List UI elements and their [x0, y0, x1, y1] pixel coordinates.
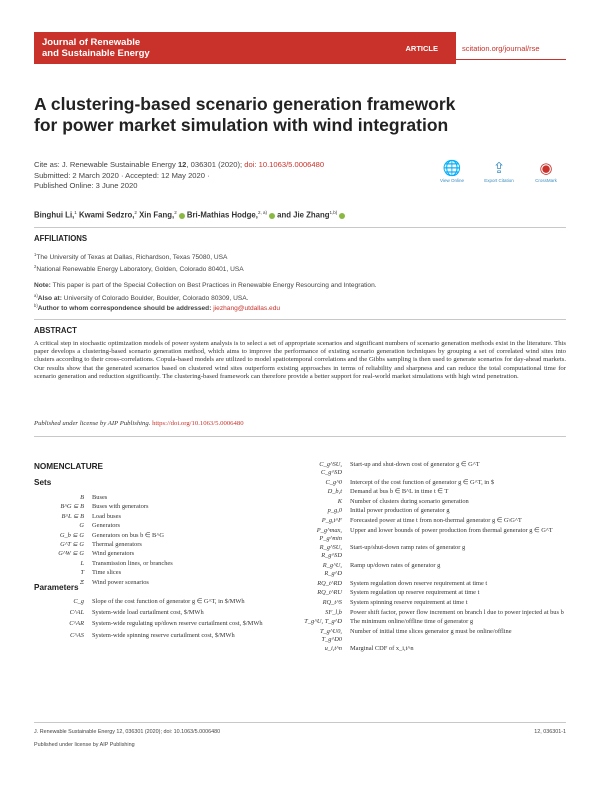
- article-type-tag: ARTICLE: [360, 32, 456, 64]
- correspondence-note: [34, 301, 566, 313]
- nomenclature-description: Generators on bus b ∈ B^G: [92, 531, 164, 539]
- nomenclature-symbol: B^G ⊆ B: [60, 503, 84, 511]
- title-line2: for power market simulation with wind integration: [34, 115, 449, 135]
- nomenclature-entry: [304, 609, 566, 617]
- nomenclature-entry: [304, 645, 566, 653]
- nomenclature-entry: [304, 589, 566, 597]
- export-citation-icon: ⇪: [492, 160, 506, 177]
- nomenclature-entry: [304, 461, 566, 477]
- crossmark-icon: ◉: [539, 160, 553, 177]
- nomenclature-symbol: C_g^SU, C_g^SD: [319, 461, 342, 477]
- note-text: This paper is part of the Special Collection on Best Practices in Renewable Energy Resourcing and Integration.: [50, 282, 377, 289]
- nomenclature-symbol: u_i,t^n: [324, 645, 342, 653]
- license-text: Published under license by AIP Publishing.: [34, 420, 151, 427]
- nomenclature-symbol: G_b ⊆ G: [59, 531, 84, 539]
- footer-divider: [34, 722, 566, 723]
- nomenclature-entry: [34, 531, 296, 540]
- nomenclature-entry: [304, 580, 566, 588]
- affiliation-marker: 2, a): [257, 210, 267, 215]
- nomenclature-symbol: G^T ⊆ G: [60, 541, 84, 549]
- nomenclature-entry: [304, 544, 566, 560]
- nomenclature-symbol: G^W ⊆ G: [58, 550, 84, 558]
- corr-label: Author to whom correspondence should be addressed:: [37, 305, 212, 313]
- nomenclature-symbol: RQ_t^RD: [317, 579, 342, 587]
- journal-name-line1: Journal of Renewable: [42, 37, 141, 48]
- affiliation-marker: 1,b): [329, 210, 338, 215]
- affiliation-2: [34, 262, 566, 274]
- nomenclature-entry: [34, 549, 296, 558]
- nomenclature-description: Marginal CDF of x_i,t^n: [350, 645, 414, 653]
- paper-title: [34, 94, 566, 136]
- cite-suffix: , 036301 (2020);: [186, 160, 243, 169]
- nomenclature-entry: [304, 618, 566, 626]
- nomenclature-entry: [304, 479, 566, 487]
- nomenclature-heading: NOMENCLATURE: [34, 462, 103, 471]
- nomenclature-entry: [34, 609, 296, 617]
- license-line: [34, 420, 244, 427]
- parameters-list: [34, 598, 296, 643]
- parameters-heading: Parameters: [34, 583, 79, 592]
- also-text: University of Colorado Boulder, Boulder, Colorado 80309, USA.: [61, 295, 249, 303]
- affiliation-marker: 2: [134, 210, 137, 215]
- nomenclature-symbol: L: [80, 559, 84, 567]
- sets-list: [34, 493, 296, 587]
- nomenclature-entry: [34, 620, 296, 628]
- nomenclature-description: Initial power production of generator g: [350, 507, 450, 515]
- doi-link[interactable]: doi: 10.1063/5.0006480: [244, 160, 325, 169]
- note-marker: b): [34, 303, 38, 308]
- affiliation-marker: 2: [174, 210, 177, 215]
- nomenclature-entry: [34, 512, 296, 521]
- nomenclature-symbol: P_g,t^F: [321, 517, 342, 525]
- author-name[interactable]: Xin Fang,: [136, 210, 175, 220]
- footer-citation: J. Renewable Sustainable Energy 12, 036301 (2020); doi: 10.1063/5.0006480: [34, 729, 221, 735]
- nomenclature-symbol: P_g^max, P_g^min: [316, 526, 342, 542]
- nomenclature-symbol: G: [79, 522, 84, 530]
- nomenclature-symbol: R_g^SU, R_g^SD: [319, 544, 342, 560]
- nomenclature-entry: [304, 498, 566, 506]
- nomenclature-entry: [34, 559, 296, 568]
- nomenclature-symbol: C_g: [73, 598, 84, 605]
- journal-site-link[interactable]: scitation.org/journal/rse: [456, 32, 566, 60]
- view-online-button[interactable]: [432, 160, 472, 183]
- nomenclature-description: The minimum online/offline time of generator g: [350, 618, 474, 626]
- crossmark-button[interactable]: [526, 160, 566, 183]
- sets-heading: Sets: [34, 478, 52, 487]
- nomenclature-description: Time slices: [92, 569, 122, 577]
- nomenclature-symbol: SF_l,b: [325, 608, 342, 616]
- affiliation-marker: 1: [74, 210, 77, 215]
- divider: [34, 436, 566, 437]
- nomenclature-description: Start-up/shut-down ramp rates of generator g: [350, 544, 466, 552]
- title-line1: A clustering-based scenario generation framework: [34, 94, 456, 114]
- aff-marker: 2: [34, 264, 37, 269]
- nomenclature-entry: [304, 599, 566, 607]
- nomenclature-entry: [304, 507, 566, 515]
- author-name[interactable]: and Jie Zhang: [274, 210, 330, 220]
- article-tools: [432, 160, 566, 183]
- nomenclature-symbol: C^AR: [69, 620, 84, 628]
- nomenclature-symbol: p_g,0: [327, 507, 342, 515]
- abstract-heading: ABSTRACT: [34, 326, 77, 335]
- nomenclature-description: Buses with generators: [92, 503, 149, 511]
- submission-dates: Submitted: 2 March 2020 · Accepted: 12 May 2020 ·: [34, 170, 210, 180]
- cite-volume: 12: [177, 160, 187, 169]
- nomenclature-description: Demand at bus b ∈ B^L in time t ∈ T: [350, 488, 449, 496]
- journal-name[interactable]: [34, 32, 360, 64]
- citation-block: [34, 160, 414, 192]
- nomenclature-description: Slope of the cost function of generator g ∈ G^T, in $/MWh: [92, 598, 245, 605]
- journal-name-line2: and Sustainable Energy: [42, 48, 150, 59]
- aff-text: National Renewable Energy Laboratory, Golden, Colorado 80401, USA: [36, 266, 244, 274]
- nomenclature-entry: [34, 540, 296, 549]
- aff-text: The University of Texas at Dallas, Richardson, Texas 75080, USA: [36, 254, 228, 262]
- nomenclature-description: Intercept of the cost function of generator g ∈ G^T, in $: [350, 478, 495, 486]
- note-label: Note:: [34, 282, 51, 289]
- footer-publisher: Published under license by AIP Publishing: [34, 742, 135, 748]
- divider: [34, 227, 566, 228]
- nomenclature-symbol: B: [80, 494, 84, 501]
- nomenclature-right-column: [304, 461, 566, 655]
- nomenclature-description: Generators: [92, 522, 121, 530]
- nomenclature-description: Number of clusters during scenario generation: [350, 497, 469, 505]
- nomenclature-symbol: RQ_t^S: [322, 598, 342, 606]
- author-list: [34, 210, 566, 220]
- nomenclature-entry: [34, 568, 296, 577]
- aff-marker: 1: [34, 252, 37, 257]
- affiliations-heading: AFFILIATIONS: [34, 234, 88, 243]
- nomenclature-symbol: C^AS: [69, 631, 84, 639]
- nomenclature-symbol: T: [80, 569, 84, 577]
- nomenclature-description: Transmission lines, or branches: [92, 559, 173, 567]
- also-label: Also at:: [37, 295, 62, 303]
- collection-note: [34, 281, 566, 290]
- nomenclature-entry: [34, 632, 296, 640]
- journal-header: [34, 32, 566, 64]
- view-online-icon: 🌐: [442, 160, 462, 177]
- nomenclature-description: Ramp up/down rates of generator g: [350, 562, 441, 570]
- publication-date: Published Online: 3 June 2020: [34, 181, 138, 190]
- nomenclature-entry: [34, 598, 296, 606]
- nomenclature-symbol: D_b,t: [327, 488, 342, 496]
- nomenclature-symbol: K: [337, 497, 342, 505]
- nomenclature-symbol: B^L ⊆ B: [61, 512, 84, 520]
- author-name[interactable]: Bri-Mathias Hodge,: [184, 210, 258, 220]
- orcid-icon[interactable]: [339, 213, 345, 219]
- nomenclature-entry: [34, 502, 296, 511]
- nomenclature-symbol: T_g^U, T_g^D: [304, 618, 342, 626]
- nomenclature-entry: [34, 493, 296, 502]
- nomenclature-description: Wind generators: [92, 550, 135, 558]
- nomenclature-description: Upper and lower bounds of power production from thermal generator g ∈ G^T: [350, 526, 553, 534]
- affiliation-1: [34, 250, 566, 262]
- nomenclature-description: System spinning reserve requirement at time t: [350, 598, 468, 606]
- nomenclature-entry: [304, 488, 566, 496]
- abstract-text: A critical step in stochastic optimization models of power system analysis is to select a set of appropriate scenarios and significant numbers of scenario generation methods exist in the literature. This paper develops a clustering-based scenario generation method, which aims to improve the performance of existing scenario generation techniques by grouping a set of correlated wind sites into clusters according to their cross-correlations. Copula-based models are utilized to model spatiotemporal correlations and the Gibbs sampling is then used to generate scenarios for day-ahead markets. Our results show that the generated scenarios based on clustered wind sites outperform existing approaches in terms of reliability and sharpness and can reduce the total computational time for scenario generation and reduction significantly. The clustering-based framework can therefore provide a better support for real-world market simulations with high wind penetration.: [34, 340, 566, 380]
- cite-line: [34, 160, 414, 171]
- nomenclature-entry: [304, 517, 566, 525]
- nomenclature-description: System-wide load curtailment cost, $/MWh: [92, 609, 204, 617]
- cite-prefix: Cite as: J. Renewable Sustainable Energy: [34, 160, 178, 169]
- crossmark-label: CrossMark: [535, 178, 557, 183]
- footer-page-number: 12, 036301-1: [534, 729, 566, 735]
- note-marker: a): [34, 293, 38, 298]
- corr-email-link[interactable]: jiezhang@utdallas.edu: [211, 305, 281, 313]
- nomenclature-symbol: R_g^U, R_g^D: [322, 562, 342, 578]
- nomenclature-description: System-wide regulating up/down reserve curtailment cost, $/MWh: [92, 620, 263, 628]
- divider: [34, 319, 566, 320]
- nomenclature-symbol: RQ_t^RU: [317, 589, 342, 597]
- nomenclature-description: Wind power scenarios: [92, 578, 149, 586]
- author-name[interactable]: Kwami Sedzro,: [76, 210, 135, 220]
- license-doi-link[interactable]: https://doi.org/10.1063/5.0006480: [150, 420, 244, 427]
- nomenclature-entry: [34, 521, 296, 530]
- nomenclature-entry: [304, 628, 566, 644]
- view-online-label: View Online: [440, 178, 464, 183]
- export-citation-label: Export Citation: [484, 178, 514, 183]
- nomenclature-description: Load buses: [92, 512, 121, 520]
- export-citation-button[interactable]: [479, 160, 519, 183]
- nomenclature-symbol: Ξ: [79, 578, 84, 586]
- nomenclature-description: Start-up and shut-down cost of generator g ∈ G^T: [350, 461, 480, 468]
- nomenclature-description: System regulation up reserve requirement at time t: [350, 589, 480, 597]
- nomenclature-description: Power shift factor, power flow increment on branch l due to power injected at bus b: [350, 608, 564, 616]
- nomenclature-description: Number of initial time slices generator g must be online/offline: [350, 627, 512, 635]
- nomenclature-entry: [304, 527, 566, 543]
- nomenclature-description: System regulation down reserve requirement at time t: [350, 579, 488, 587]
- nomenclature-symbol: C^AL: [69, 609, 84, 617]
- author-name[interactable]: Binghui Li,: [34, 210, 75, 220]
- nomenclature-symbol: C_g^0: [325, 478, 342, 486]
- nomenclature-description: Forecasted power at time t from non-thermal generator g ∈ G\G^T: [350, 517, 522, 525]
- nomenclature-description: Thermal generators: [92, 541, 142, 549]
- nomenclature-entry: [304, 562, 566, 578]
- nomenclature-description: System-wide spinning reserve curtailment cost, $/MWh: [92, 631, 235, 639]
- nomenclature-description: Buses: [92, 494, 108, 501]
- nomenclature-symbol: T_g^U0, T_g^D0: [319, 627, 342, 643]
